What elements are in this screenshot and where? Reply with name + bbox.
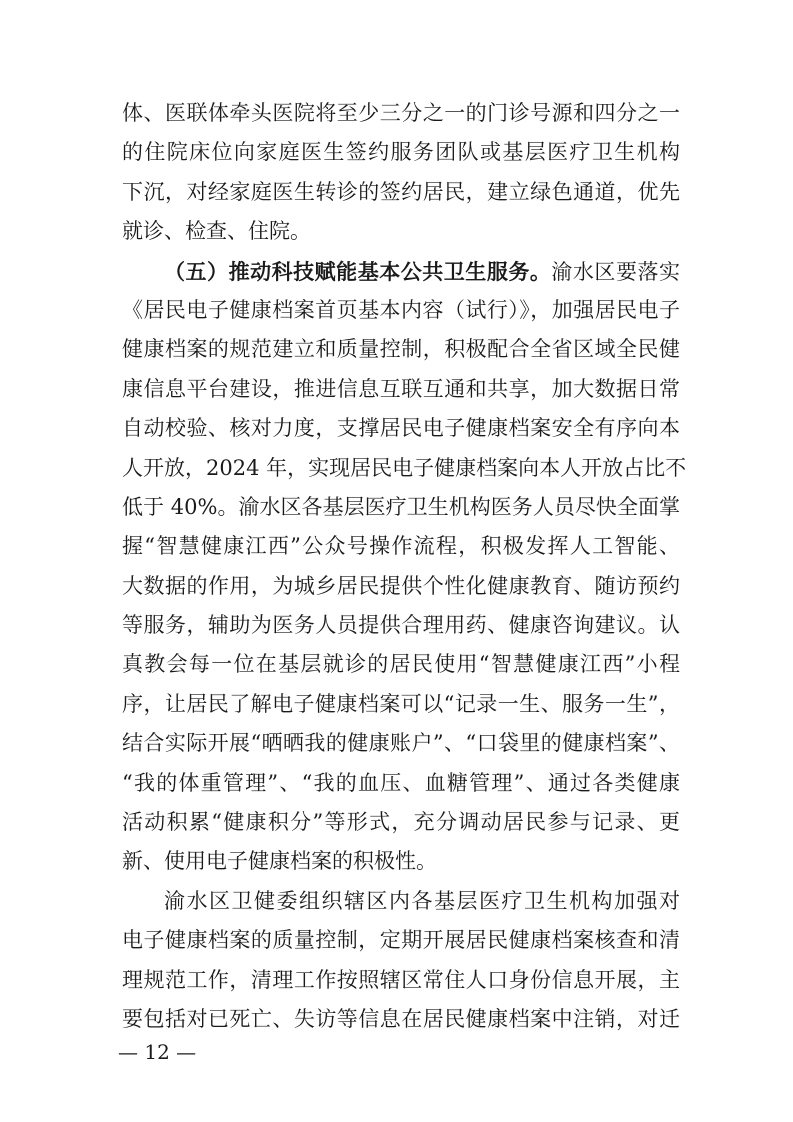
paragraph-line: 结合实际开展“晒晒我的健康账户”、“口袋里的健康档案”、 — [122, 731, 680, 756]
paragraph-line: 新、使用电子健康档案的积极性。 — [122, 849, 437, 874]
paragraph-2 — [122, 252, 687, 882]
paragraph-line: 《居民电子健康档案首页基本内容（试行）》，加强居民电子 — [122, 297, 680, 322]
paragraph-line: 低于 40%。渝水区各基层医疗卫生机构医务人员尽快全面掌 — [122, 494, 680, 519]
paragraph-line: 活动积累“健康积分”等形式，充分调动居民参与记录、更 — [122, 810, 680, 835]
paragraph-1 — [122, 94, 680, 252]
paragraph-line: 就诊、检查、住院。 — [122, 219, 311, 244]
paragraph-3 — [122, 882, 680, 1040]
paragraph-line: 人开放，2024 年，实现居民电子健康档案向本人开放占比不 — [122, 455, 687, 480]
paragraph-line: 健康档案的规范建立和质量控制，积极配合全省区域全民健 — [122, 337, 680, 362]
paragraph-line: 真教会每一位在基层就诊的居民使用“智慧健康江西”小程 — [122, 652, 680, 677]
heading-trailing-text: 渝水区要落实 — [551, 259, 680, 284]
paragraph-line: 等服务，辅助为医务人员提供合理用药、健康咨询建议。认 — [122, 613, 680, 638]
paragraph-line: 的住院床位向家庭医生签约服务团队或基层医疗卫生机构 — [122, 140, 680, 165]
paragraph-line: 握“智慧健康江西”公众号操作流程，积极发挥人工智能、 — [122, 534, 680, 559]
paragraph-first-line: 渝水区卫健委组织辖区内各基层医疗卫生机构加强对 — [164, 888, 680, 913]
page-number: — 12 — — [118, 1040, 197, 1064]
paragraph-first-line — [122, 252, 680, 291]
paragraph-line: “我的体重管理”、“我的血压、血糖管理”、通过各类健康 — [122, 770, 680, 795]
paragraph-line: 电子健康档案的质量控制，定期开展居民健康档案核查和清 — [122, 928, 680, 953]
section-heading: （五）推动科技赋能基本公共卫生服务。 — [164, 258, 552, 284]
paragraph-line: 要包括对已死亡、失访等信息在居民健康档案中注销，对迁 — [122, 1006, 680, 1031]
paragraph-line: 序，让居民了解电子健康档案可以“记录一生、服务一生”， — [122, 691, 680, 716]
paragraph-line: 大数据的作用，为城乡居民提供个性化健康教育、随访预约 — [122, 573, 680, 598]
paragraph-line: 自动校验、核对力度，支撑居民电子健康档案安全有序向本 — [122, 416, 680, 441]
paragraph-line: 下沉，对经家庭医生转诊的签约居民，建立绿色通道，优先 — [122, 179, 680, 204]
paragraph-line: 康信息平台建设，推进信息互联互通和共享，加大数据日常 — [122, 376, 680, 401]
paragraph-line: 体、医联体牵头医院将至少三分之一的门诊号源和四分之一 — [122, 101, 680, 125]
body-text — [122, 94, 687, 1039]
paragraph-line: 理规范工作，清理工作按照辖区常住人口身份信息开展，主 — [122, 967, 680, 992]
